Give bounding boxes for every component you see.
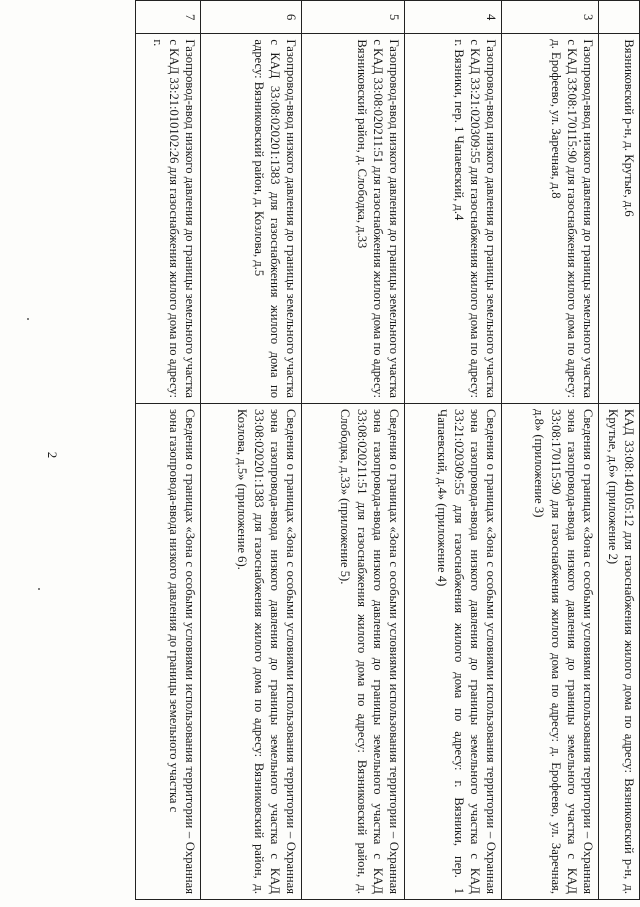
- table-row: [502, 1, 599, 900]
- zone-info-cell: Сведения о границах «Зона с особыми условиями использования территории – Охранная зона газопровода-ввода низкого давления до границы земельного участка с КАД 33:08:170115:90 для газоснабжения жилого дома по адресу: д. Ерофеево, ул. Заречная, д.8» (приложение 3): [502, 404, 599, 900]
- object-cell: Газопровод-ввод низкого давления до границы земельного участка с КАД 33:08:170115:90 для газоснабжения жилого дома по адресу: д. Ерофеево, ул. Заречная, д.8: [502, 34, 599, 404]
- page-number: 2: [45, 451, 60, 459]
- table-row: [405, 1, 502, 900]
- zone-info-cell: Сведения о границах «Зона с особыми условиями использования территории – Охранная зона газопровода-ввода низкого давления до границы земельного участка с: [136, 404, 201, 900]
- row-number-cell: 4: [405, 1, 502, 34]
- row-number-cell: 6: [201, 1, 302, 34]
- row-number-cell: 5: [302, 1, 405, 34]
- zones-table: [135, 0, 640, 900]
- object-cell: Газопровод-ввод низкого давления до границы земельного участка с КАД 33:21:010102:26 для газоснабжения жилого дома по адресу: г.: [136, 34, 201, 404]
- object-cell: Газопровод-ввод низкого давления до границы земельного участка с КАД 33:08:020211:51 для газоснабжения жилого дома по адресу: Вязниковский район, д. Слободка, д.33: [302, 34, 405, 404]
- object-cell: Газопровод-ввод низкого давления до границы земельного участка с КАД 33:08:020201:1383 для газоснабжения жилого дома по адресу: Вязниковский район, д. Козлова, д.5: [201, 34, 302, 404]
- zone-info-cell: Сведения о границах «Зона с особыми условиями использования территории – Охранная зона газопровода-ввода низкого давления до границы земельного участка с КАД 33:21:020309:55 для газоснабжения жилого дома по адресу: г. Вязники, пер. 1 Чапаевский, д.4» (приложение 4): [405, 404, 502, 900]
- table-row: [302, 1, 405, 900]
- scan-speck: [38, 588, 40, 590]
- zone-info-cell: Сведения о границах «Зона с особыми условиями использования территории – Охранная зона газопровода-ввода низкого давления до границы земельного участка с КАД 33:08:020201:1383 для газоснабжения жилого дома по адресу: Вязниковский район, д. Козлова, д.5» (приложение 6).: [201, 404, 302, 900]
- zone-info-cell: Сведения о границах «Зона с особыми условиями использования территории – Охранная зона газопровода-ввода низкого давления до границы земельного участка с КАД 33:08:020211:51 для газоснабжения жилого дома по адресу: Вязниковский район, д. Слободка, д.33» (приложение 5).: [302, 404, 405, 900]
- table-row: [201, 1, 302, 900]
- object-cell: Вязниковский р-н, д. Крутые, д.6: [599, 34, 640, 404]
- row-number-cell: [599, 1, 640, 34]
- rotated-table-container: [83, 0, 640, 907]
- object-cell: Газопровод-ввод низкого давления до границы земельного участка с КАД 33:21:020309:55 для газоснабжения жилого дома по адресу: г. Вязники, пер. 1 Чапаевский, д.4: [405, 34, 502, 404]
- table-row: [599, 1, 640, 900]
- row-number-cell: 3: [502, 1, 599, 34]
- scan-speck: [27, 318, 29, 320]
- table-row: [136, 1, 201, 900]
- row-number-cell: 7: [136, 1, 201, 34]
- zone-info-cell: КАД 33:08:140105:12 для газоснабжения жилого дома по адресу: Вязниковский р-н, д. Крутые, д.6» (приложение 2): [599, 404, 640, 900]
